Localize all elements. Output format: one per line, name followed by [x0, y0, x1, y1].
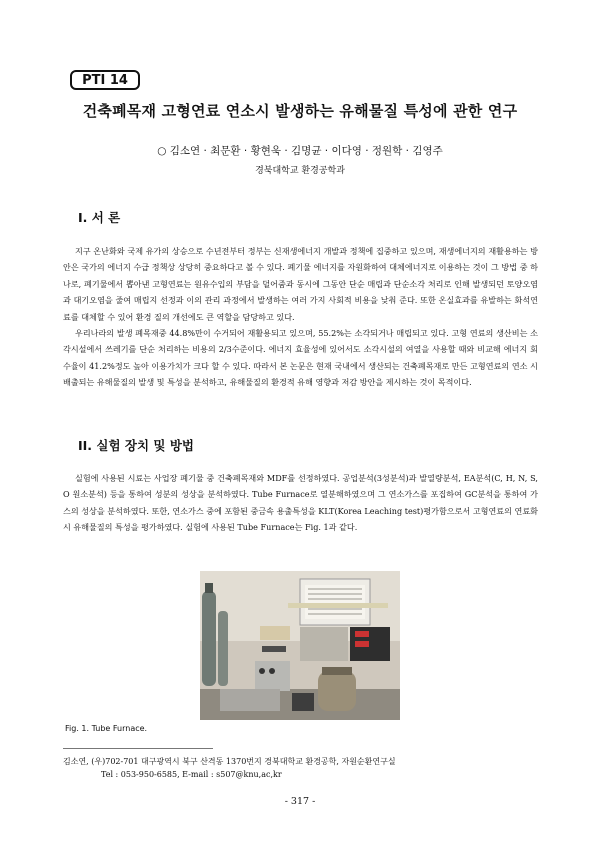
section-heading-introduction: I. 서 론: [78, 210, 121, 225]
footnote-contact: Tel : 053-950-6585, E-mail : s507@knu,ac,kr: [101, 770, 282, 779]
introduction-paragraph: 우리나라의 발생 폐목재중 44.8%만이 수거되어 재활용되고 있으며, 55.2%는 소각되거나 매립되고 있다. 고형 연료의 생산비는 소각시설에서 쓰레기를 단순 처리하는 비용의 2/3수준이다. 에너지 효율성에 있어서도 소각시설의 여열을 사용할 때와 비교해 에너지 회수율이 41.2%정도 높아 이용가치가 크다 할 수 있다. 따라서 본 논문은 현재 국내에서 생산되는 건축폐목재로 만든 고형연료의 연소 시 배출되는 유해물질의 발생 및 특성을 분석하고, 유해물질의 환경적 유해 영향과 저감 방안을 제시하는 것이 목적이다.: [63, 328, 538, 388]
methods-body: [63, 470, 538, 536]
footnote-address: 김소연, (우)702-701 대구광역시 북구 산격동 1370번지 경북대학교 환경공학, 자원순환연구실: [63, 757, 396, 766]
introduction-paragraph: 지구 온난화와 국제 유가의 상승으로 수년전부터 정부는 신재생에너지 개발과 정책에 집중하고 있으며, 재생에너지의 재활용하는 방안은 국가의 에너지 수급 정책상 상당히 중요하다고 볼 수 있다. 폐기물 에너지를 자원화하여 대체에너지로 이용하는 것이 그 방법 중 하나로, 폐기물에서 뽑아낸 고형연료는 원유수입의 부담을 덜어줌과 동시에 그동안 단순 매립과 단순소각 처리로 인해 발생되던 토양오염과 대기오염을 줄여 매립지 선정과 이의 관리 과정에서 발생하는 여러 가지 사회적 비용을 낮춰 준다. 또한 온실효과를 유발하는 화석연료를 대체할 수 있어 환경 질의 개선에도 큰 역할을 담당하고 있다.: [63, 246, 538, 322]
footnote-divider: [63, 748, 213, 749]
paper-title: 건축폐목재 고형연료 연소시 발생하는 유해물질 특성에 관한 연구: [82, 102, 518, 120]
methods-paragraph: 실험에 사용된 시료는 사업장 폐기물 중 건축폐목재와 MDF를 선정하였다. 공업분석(3성분석)과 발열량분석, EA분석(C, H, N, S, O 원소분석) 등을 통하여 성분의 성상을 분석하였다. Tube Furnace로 열분해하였으며 그 연소가스를 포집하여 GC분석을 통하여 가스의 성상을 분석하였다. 또한, 연소가스 중에 포함된 중금속 용출특성을 KLT(Korea Leaching test)평가함으로서 고형연료의 연료화시 유해물질의 특성을 평가하였다. 실험에 사용된 Tube Furnace는 Fig. 1과 같다.: [63, 473, 538, 533]
page-number: - 317 -: [284, 796, 316, 807]
author-list: ○ 김소연 · 최문환 · 황현욱 · 김명균 · 이다영 · 정원학 · 김영주: [157, 145, 443, 157]
tube-furnace-photo: [200, 571, 400, 720]
figure-caption: Fig. 1. Tube Furnace.: [65, 724, 148, 733]
session-badge: PTI 14: [70, 70, 140, 90]
affiliation: 경북대학교 환경공학과: [255, 166, 345, 176]
section-heading-methods: II. 실험 장치 및 방법: [78, 438, 194, 453]
tube-furnace-illustration: [200, 571, 400, 720]
introduction-body: [63, 243, 538, 391]
